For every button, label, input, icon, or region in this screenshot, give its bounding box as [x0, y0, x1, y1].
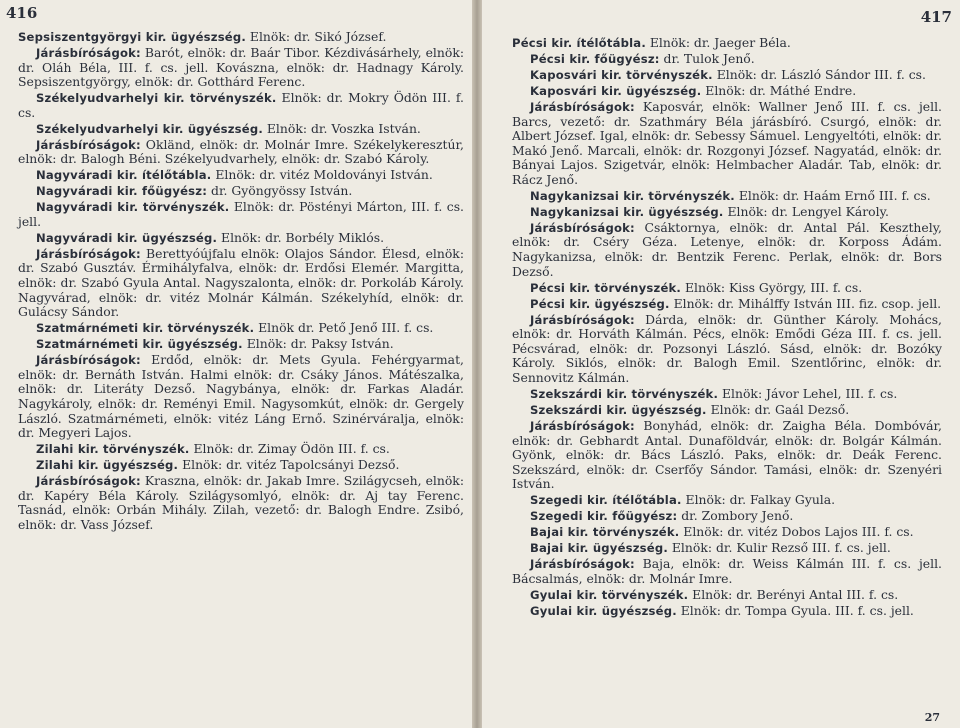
entry-text: Kaposvár, elnök: Wallner Jenő III. f. cs. jell. Barcs, vezető: dr. Szathmáry Béla járásbíró. Csurgó, elnök: dr. Albert József. Igal, elnök: dr. Sebessy Sámuel. Lengyeltóti, elnök: dr. Makó Jenő. Marcali, elnök: dr. Rozgonyi József. Nagyatád, elnök: dr. Bányai Lajos. Szigetvár, elnök: Helmbacher Aladár. Tab, elnök: dr. Rácz Jenő.: [512, 98, 942, 187]
directory-entry: [18, 122, 464, 137]
entry-heading: Zilahi kir. törvényszék.: [36, 442, 190, 457]
page-number-right: 417: [920, 8, 952, 26]
entry-text: Elnök: dr. Máthé Endre.: [701, 82, 857, 98]
entry-heading: Pécsi kir. főügyész:: [530, 51, 660, 66]
entry-heading: Nagykanizsai kir. törvényszék.: [530, 188, 735, 203]
directory-entry: [18, 91, 464, 120]
directory-entry: [18, 168, 464, 183]
entry-heading: Járásbíróságok:: [530, 99, 635, 114]
entry-text: Elnök: dr. Jaeger Béla.: [645, 35, 791, 50]
entry-text: Elnök: dr. vitéz Tapolcsányi Dezső.: [178, 457, 400, 473]
directory-entry: [512, 68, 942, 83]
directory-entry: [18, 458, 464, 473]
entry-text: Elnök: dr. Voszka István.: [262, 120, 421, 136]
directory-entry: [512, 313, 942, 386]
entry-heading: Zilahi kir. ügyészség.: [36, 458, 179, 473]
entry-text: Elnök: dr. vitéz Moldoványi István.: [211, 167, 433, 183]
entry-heading: Szekszárdi kir. ügyészség.: [530, 402, 707, 417]
entry-heading: Szekszárdi kir. törvényszék.: [530, 386, 719, 401]
page-number-left: 416: [6, 4, 38, 22]
entry-text: Elnök: Jávor Lehel, III. f. cs.: [718, 385, 898, 401]
entry-text: Elnök dr. Pető Jenő III. f. cs.: [254, 320, 434, 336]
entry-heading: Szegedi kir. főügyész:: [530, 509, 678, 524]
directory-entry: [512, 604, 942, 619]
entry-heading: Gyulai kir. ügyészség.: [530, 603, 677, 618]
entry-text: Okländ, elnök: dr. Molnár Imre. Székelykeresztúr, elnök: dr. Balogh Béni. Székelyudvarhely, elnök: dr. Szabó Károly.: [18, 136, 464, 167]
entry-text: Elnök: dr. Lengyel Károly.: [723, 203, 889, 219]
entry-text: Elnök: dr. Zimay Ödön III. f. cs.: [189, 441, 390, 457]
entry-heading: Járásbíróságok:: [530, 557, 635, 572]
directory-entry: [512, 205, 942, 220]
entry-text: Baja, elnök: dr. Weiss Kálmán III. f. cs. jell. Bácsalmás, elnök: dr. Molnár Imre.: [512, 556, 942, 586]
entry-heading: Járásbíróságok:: [530, 418, 635, 433]
entry-heading: Járásbíróságok:: [36, 45, 141, 60]
directory-entry: [18, 138, 464, 167]
directory-entry: [512, 100, 942, 188]
directory-entry: [512, 557, 942, 586]
entry-heading: Nagyváradi kir. ítélőtábla.: [36, 168, 212, 183]
directory-entry: [512, 419, 942, 492]
directory-entry: [18, 353, 464, 441]
right-page-text: [512, 0, 942, 618]
directory-entry: [18, 231, 464, 246]
entry-heading: Bajai kir. ügyészség.: [530, 541, 668, 556]
entry-text: Elnök: dr. Kulir Rezső III. f. cs. jell.: [667, 540, 891, 556]
entry-heading: Járásbíróságok:: [36, 137, 141, 152]
entry-heading: Székelyudvarhelyi kir. törvényszék.: [36, 91, 277, 106]
entry-text: Elnök: dr. Mihálffy István III. fiz. csop. jell.: [669, 295, 942, 311]
entry-heading: Járásbíróságok:: [36, 353, 141, 368]
entry-heading: Székelyudvarhelyi kir. ügyészség.: [36, 121, 263, 136]
entry-text: Elnök: dr. vitéz Dobos Lajos III. f. cs.: [679, 524, 914, 540]
entry-heading: Pécsi kir. törvényszék.: [530, 280, 682, 295]
entry-text: Csáktornya, elnök: dr. Antal Pál. Keszthely, elnök: dr. Cséry Géza. Letenye, elnök: dr. Korposs Ádám. Nagykanizsa, elnök: dr. Bentzik Ferenc. Perlak, elnök: dr. Bors Dezső.: [512, 219, 942, 279]
directory-entry: [18, 337, 464, 352]
directory-entry: [18, 247, 464, 320]
entry-text: Elnök: dr. Gaál Dezső.: [706, 401, 850, 417]
entry-heading: Gyulai kir. törvényszék.: [530, 587, 689, 602]
entry-heading: Nagyváradi kir. főügyész:: [36, 184, 208, 199]
entry-heading: Bajai kir. törvényszék.: [530, 525, 680, 540]
entry-heading: Sepsiszentgyörgyi kir. ügyészség.: [18, 30, 246, 44]
directory-entry: [512, 84, 942, 99]
entry-text: Elnök: dr. Sikó József.: [245, 29, 387, 44]
entry-heading: Járásbíróságok:: [36, 474, 141, 489]
entry-text: dr. Gyöngyössy István.: [207, 183, 353, 199]
entry-heading: Járásbíróságok:: [530, 220, 635, 235]
left-page: [0, 0, 472, 728]
entry-heading: Nagyváradi kir. törvényszék.: [36, 200, 230, 215]
entry-heading: Szatmárnémeti kir. törvényszék.: [36, 321, 255, 336]
entry-text: Elnök: dr. László Sándor III. f. cs.: [712, 66, 926, 82]
signature-number: 27: [924, 711, 940, 724]
entry-text: Elnök: dr. Borbély Miklós.: [217, 229, 385, 245]
entry-heading: Nagyváradi kir. ügyészség.: [36, 230, 218, 245]
directory-entry: [18, 46, 464, 90]
directory-entry: [512, 52, 942, 67]
directory-entry: [18, 442, 464, 457]
left-page-text: [18, 0, 464, 532]
entry-text: Elnök: Kiss György, III. f. cs.: [681, 279, 863, 295]
entry-heading: Járásbíróságok:: [530, 312, 635, 327]
entry-text: dr. Tulok Jenő.: [659, 50, 755, 66]
entry-text: Elnök: dr. Pöstényi Márton, III. f. cs. jell.: [18, 199, 464, 229]
right-page: [482, 0, 960, 728]
entry-text: dr. Zombory Jenő.: [677, 508, 794, 524]
directory-entry: [512, 541, 942, 556]
directory-entry: [512, 387, 942, 402]
directory-entry: [18, 30, 464, 45]
directory-entry: [512, 36, 942, 51]
directory-entry: [512, 509, 942, 524]
entry-heading: Kaposvári kir. ügyészség.: [530, 83, 702, 98]
directory-entry: [512, 297, 942, 312]
directory-entry: [18, 321, 464, 336]
entry-text: Barót, elnök: dr. Baár Tibor. Kézdivásárhely, elnök: dr. Oláh Béla, III. f. cs. jell. Kovászna, elnök: dr. Hadnagy Károly. Sepsiszentgyörgy, elnök: dr. Gotthárd Ferenc.: [18, 44, 464, 90]
entry-text: Elnök: dr. Tompa Gyula. III. f. cs. jell.: [676, 602, 914, 618]
entry-text: Kraszna, elnök: dr. Jakab Imre. Szilágycseh, elnök: dr. Kapéry Béla Károly. Szilágysomlyó, elnök: dr. Aj tay Ferenc. Tasnád, elnök: Orbán Mihály. Zilah, vezető: dr. Balogh Endre. Zsibó, elnök: dr. Vass József.: [18, 473, 464, 532]
entry-text: Dárda, elnök: dr. Günther Károly. Mohács, elnök: dr. Horváth Kálmán. Pécs, elnök: Emődi Géza III. f. cs. jell. Pécsvárad, elnök: dr. Pozsonyi László. Sásd, elnök: dr. Bozóky Károly. Siklós, elnök: dr. Balogh Emil. Szentlőrinc, elnök: dr. Sennovitz Kálmán.: [512, 311, 942, 385]
entry-text: Erdőd, elnök: dr. Mets Gyula. Fehérgyarmat, elnök: dr. Bernáth István. Halmi elnök: dr. Csáky János. Mátészalka, elnök: dr. Literáty Dezső. Nagybánya, elnök: dr. Farkas Aladár. Nagykároly, elnök: dr. Reményi Emil. Nagysomkút, elnök: dr. Gergely László. Szatmárnémeti, elnök: vitéz Láng Ernő. Szinérváralja, elnök: dr. Megyeri Lajos.: [18, 352, 464, 441]
entry-heading: Járásbíróságok:: [36, 246, 141, 261]
entry-heading: Szatmárnémeti kir. ügyészség.: [36, 337, 243, 352]
directory-entry: [512, 588, 942, 603]
directory-entry: [512, 189, 942, 204]
directory-entry: [18, 200, 464, 229]
directory-entry: [512, 281, 942, 296]
entry-heading: Nagykanizsai kir. ügyészség.: [530, 204, 724, 219]
directory-entry: [512, 525, 942, 540]
entry-heading: Pécsi kir. ügyészség.: [530, 296, 670, 311]
entry-heading: Szegedi kir. ítélőtábla.: [530, 493, 682, 508]
entry-heading: Pécsi kir. ítélőtábla.: [512, 36, 646, 50]
book-gutter: [472, 0, 482, 728]
directory-entry: [512, 493, 942, 508]
entry-heading: Kaposvári kir. törvényszék.: [530, 67, 713, 82]
directory-entry: [512, 403, 942, 418]
entry-text: Berettyóújfalu elnök: Olajos Sándor. Élesd, elnök: dr. Szabó Gusztáv. Érmihályfalva, elnök: dr. Erdősi Elemér. Margitta, elnök: dr. Szabó Gyula Antal. Nagyszalonta, elnök: dr. Porkoláb Károly. Nagyvárad, elnök: dr. vitéz Molnár Kálmán. Székelyhíd, elnök: dr. Gulácsy Sándor.: [18, 245, 464, 320]
directory-entry: [18, 184, 464, 199]
directory-entry: [512, 221, 942, 279]
entry-text: Elnök: dr. Paksy István.: [242, 336, 394, 352]
entry-text: Elnök: dr. Mokry Ödön III. f. cs.: [18, 90, 464, 120]
directory-entry: [18, 474, 464, 532]
entry-text: Bonyhád, elnök: dr. Zaigha Béla. Dombóvár, elnök: dr. Gebhardt Antal. Dunaföldvár, elnök: dr. Bolgár Kálmán. Gyönk, elnök: dr. Bács László. Paks, elnök: dr. Deák Ferenc. Szekszárd, elnök: dr. Cserfőy Sándor. Tamási, elnök: dr. Szenyéri István.: [512, 417, 942, 492]
entry-text: Elnök: dr. Haám Ernő III. f. cs.: [734, 187, 931, 203]
entry-text: Elnök: dr. Falkay Gyula.: [681, 492, 836, 508]
entry-text: Elnök: dr. Berényi Antal III. f. cs.: [688, 586, 899, 602]
